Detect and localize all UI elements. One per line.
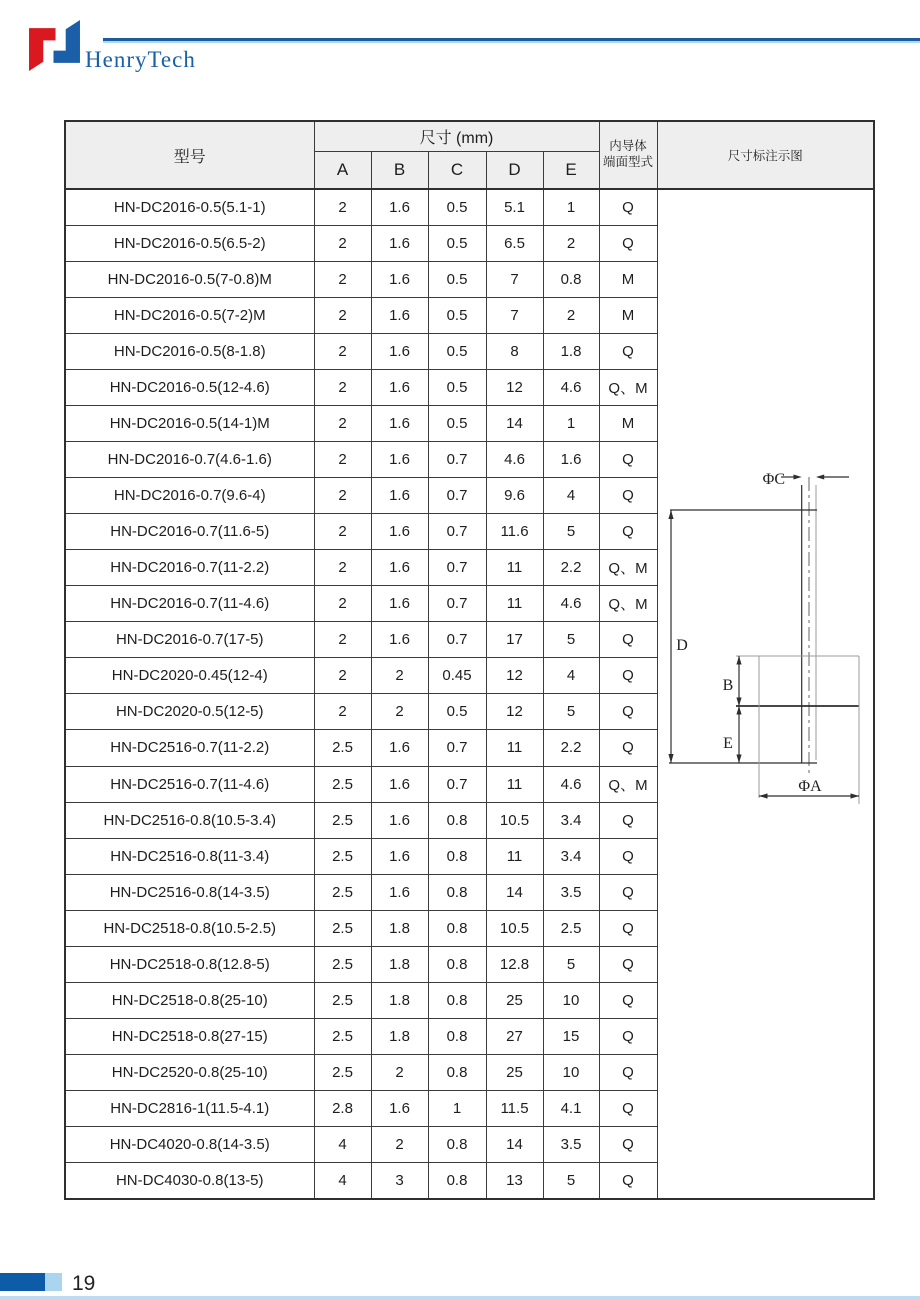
dim-a-cell: 2.5 <box>314 1018 371 1054</box>
dim-b-cell: 1.6 <box>371 586 428 622</box>
dim-e-cell: 1 <box>543 405 599 441</box>
dim-d-cell: 14 <box>486 874 543 910</box>
dim-b-cell: 1.6 <box>371 766 428 802</box>
col-header-dimensions-group: 尺寸 (mm) <box>314 121 599 152</box>
dim-c-cell: 0.5 <box>428 297 486 333</box>
dim-e-cell: 2.2 <box>543 730 599 766</box>
dim-e-cell: 5 <box>543 946 599 982</box>
model-cell: HN-DC2516-0.7(11-4.6) <box>65 766 314 802</box>
spec-table-body <box>65 189 874 1199</box>
dim-a-cell: 2 <box>314 405 371 441</box>
dim-a-cell: 2 <box>314 225 371 261</box>
dim-e-cell: 1 <box>543 189 599 225</box>
dim-a-cell: 2.5 <box>314 730 371 766</box>
dim-a-cell: 2.5 <box>314 982 371 1018</box>
dim-a-cell: 2 <box>314 658 371 694</box>
conductor-type-cell: Q、M <box>599 586 657 622</box>
dim-c-cell: 0.7 <box>428 586 486 622</box>
conductor-type-cell: Q <box>599 333 657 369</box>
dim-c-cell: 0.7 <box>428 730 486 766</box>
dim-e-cell: 3.5 <box>543 1127 599 1163</box>
dim-e-cell: 4 <box>543 658 599 694</box>
model-cell: HN-DC2518-0.8(10.5-2.5) <box>65 910 314 946</box>
dim-d-cell: 9.6 <box>486 478 543 514</box>
spec-table <box>64 120 875 1200</box>
dim-c-cell: 0.7 <box>428 478 486 514</box>
conductor-type-cell: Q <box>599 658 657 694</box>
conductor-type-cell: Q、M <box>599 369 657 405</box>
dim-a-cell: 2 <box>314 550 371 586</box>
conductor-type-cell: Q <box>599 225 657 261</box>
model-cell: HN-DC2016-0.7(11-2.2) <box>65 550 314 586</box>
conductor-type-cell: Q <box>599 1163 657 1199</box>
model-cell: HN-DC2516-0.8(11-3.4) <box>65 838 314 874</box>
model-cell: HN-DC2016-0.5(8-1.8) <box>65 333 314 369</box>
dim-c-cell: 0.7 <box>428 622 486 658</box>
model-cell: HN-DC2816-1(11.5-4.1) <box>65 1091 314 1127</box>
model-cell: HN-DC2516-0.8(10.5-3.4) <box>65 802 314 838</box>
dim-c-cell: 0.5 <box>428 333 486 369</box>
dim-e-cell: 5 <box>543 694 599 730</box>
dim-a-cell: 2 <box>314 622 371 658</box>
conductor-type-cell: Q <box>599 189 657 225</box>
dim-d-cell: 11 <box>486 550 543 586</box>
dim-c-cell: 0.5 <box>428 189 486 225</box>
dim-c-cell: 0.8 <box>428 910 486 946</box>
dim-b-cell: 1.6 <box>371 297 428 333</box>
dimension-diagram <box>658 190 873 1198</box>
dim-d-cell: 12 <box>486 658 543 694</box>
footer-accent-light <box>45 1273 62 1291</box>
dim-e-cell: 4.6 <box>543 586 599 622</box>
model-cell: HN-DC2016-0.5(6.5-2) <box>65 225 314 261</box>
dim-a-cell: 2 <box>314 333 371 369</box>
dim-a-cell: 2.5 <box>314 802 371 838</box>
dim-d-cell: 11 <box>486 838 543 874</box>
dim-d-cell: 25 <box>486 982 543 1018</box>
header-row-groups <box>65 121 874 152</box>
dim-b-cell: 2 <box>371 1127 428 1163</box>
dim-c-cell: 0.8 <box>428 838 486 874</box>
dim-c-cell: 0.5 <box>428 225 486 261</box>
col-header-e: E <box>543 152 599 190</box>
dim-b-cell: 1.8 <box>371 910 428 946</box>
model-cell: HN-DC2016-0.5(12-4.6) <box>65 369 314 405</box>
model-cell: HN-DC2518-0.8(25-10) <box>65 982 314 1018</box>
col-header-b: B <box>371 152 428 190</box>
dim-d-cell: 12 <box>486 369 543 405</box>
dim-d-cell: 14 <box>486 405 543 441</box>
dim-c-cell: 0.8 <box>428 1055 486 1091</box>
dim-e-cell: 1.6 <box>543 441 599 477</box>
dim-d-cell: 11 <box>486 586 543 622</box>
conductor-type-cell: Q <box>599 946 657 982</box>
dim-d-cell: 11.6 <box>486 514 543 550</box>
e-label: E <box>722 735 733 752</box>
dim-c-cell: 0.7 <box>428 441 486 477</box>
dim-d-cell: 25 <box>486 1055 543 1091</box>
dim-e-cell: 5 <box>543 622 599 658</box>
model-cell: HN-DC2016-0.7(17-5) <box>65 622 314 658</box>
dim-b-cell: 1.6 <box>371 838 428 874</box>
dim-c-cell: 0.5 <box>428 369 486 405</box>
model-cell: HN-DC2016-0.5(7-2)M <box>65 297 314 333</box>
dim-c-cell: 0.7 <box>428 766 486 802</box>
dim-c-cell: 0.8 <box>428 946 486 982</box>
conductor-type-cell: Q <box>599 1018 657 1054</box>
dim-e-cell: 2 <box>543 297 599 333</box>
conductor-type-cell: Q <box>599 478 657 514</box>
dim-a-cell: 2.5 <box>314 874 371 910</box>
dim-a-cell: 2 <box>314 694 371 730</box>
phi-c-label: ΦC <box>762 471 785 488</box>
dim-d-cell: 11 <box>486 766 543 802</box>
model-cell: HN-DC2016-0.7(4.6-1.6) <box>65 441 314 477</box>
conductor-type-cell: Q <box>599 910 657 946</box>
conductor-type-cell: Q <box>599 514 657 550</box>
dim-a-cell: 2.5 <box>314 1055 371 1091</box>
dim-b-cell: 1.6 <box>371 261 428 297</box>
dim-d-cell: 12.8 <box>486 946 543 982</box>
dim-c-cell: 0.7 <box>428 550 486 586</box>
dim-b-cell: 1.6 <box>371 405 428 441</box>
dim-d-cell: 8 <box>486 333 543 369</box>
dim-c-cell: 0.8 <box>428 1018 486 1054</box>
dim-a-cell: 2 <box>314 586 371 622</box>
model-cell: HN-DC2016-0.5(7-0.8)M <box>65 261 314 297</box>
dim-a-cell: 2 <box>314 441 371 477</box>
dim-c-cell: 0.7 <box>428 514 486 550</box>
col-header-c: C <box>428 152 486 190</box>
dim-e-cell: 4 <box>543 478 599 514</box>
dim-c-cell: 0.8 <box>428 1127 486 1163</box>
dim-e-cell: 3.5 <box>543 874 599 910</box>
dim-b-cell: 1.6 <box>371 1091 428 1127</box>
dim-d-cell: 4.6 <box>486 441 543 477</box>
conductor-type-cell: Q、M <box>599 766 657 802</box>
dim-b-cell: 1.8 <box>371 982 428 1018</box>
conductor-type-cell: Q <box>599 1055 657 1091</box>
dim-e-cell: 0.8 <box>543 261 599 297</box>
dim-d-cell: 10.5 <box>486 910 543 946</box>
dim-b-cell: 1.6 <box>371 550 428 586</box>
dim-e-cell: 2.2 <box>543 550 599 586</box>
model-cell: HN-DC2518-0.8(12.8-5) <box>65 946 314 982</box>
dim-c-cell: 0.5 <box>428 405 486 441</box>
dim-d-cell: 5.1 <box>486 189 543 225</box>
dim-c-cell: 0.8 <box>428 802 486 838</box>
spec-table-header <box>65 121 874 189</box>
dim-b-cell: 1.6 <box>371 225 428 261</box>
conductor-type-cell: Q、M <box>599 550 657 586</box>
dim-e-cell: 4.1 <box>543 1091 599 1127</box>
dim-e-cell: 2.5 <box>543 910 599 946</box>
dim-d-cell: 17 <box>486 622 543 658</box>
table-row <box>65 189 874 225</box>
dim-a-cell: 4 <box>314 1127 371 1163</box>
conductor-type-cell: Q <box>599 1091 657 1127</box>
dim-a-cell: 2 <box>314 297 371 333</box>
brand-name: HenryTech <box>85 47 196 72</box>
conductor-type-cell: Q <box>599 730 657 766</box>
dim-c-cell: 0.5 <box>428 694 486 730</box>
model-cell: HN-DC2016-0.5(14-1)M <box>65 405 314 441</box>
dim-d-cell: 13 <box>486 1163 543 1199</box>
dim-e-cell: 3.4 <box>543 838 599 874</box>
conductor-header-line2: 端面型式 <box>602 155 653 169</box>
dim-a-cell: 2.5 <box>314 838 371 874</box>
dim-e-cell: 2 <box>543 225 599 261</box>
model-cell: HN-DC2016-0.5(5.1-1) <box>65 189 314 225</box>
dim-d-cell: 11 <box>486 730 543 766</box>
col-header-d: D <box>486 152 543 190</box>
dim-c-cell: 0.45 <box>428 658 486 694</box>
bottom-edge-strip <box>0 1296 920 1300</box>
dim-b-cell: 2 <box>371 694 428 730</box>
henrytech-logo-icon <box>28 19 81 72</box>
dim-b-cell: 1.6 <box>371 802 428 838</box>
col-header-a: A <box>314 152 371 190</box>
dim-b-cell: 1.6 <box>371 441 428 477</box>
conductor-type-cell: M <box>599 261 657 297</box>
conductor-type-cell: M <box>599 405 657 441</box>
model-cell: HN-DC4020-0.8(14-3.5) <box>65 1127 314 1163</box>
dim-a-cell: 2 <box>314 189 371 225</box>
dim-e-cell: 10 <box>543 982 599 1018</box>
conductor-type-cell: Q <box>599 838 657 874</box>
conductor-type-cell: Q <box>599 622 657 658</box>
model-cell: HN-DC2016-0.7(11.6-5) <box>65 514 314 550</box>
dim-a-cell: 2 <box>314 478 371 514</box>
dim-b-cell: 3 <box>371 1163 428 1199</box>
dim-b-cell: 2 <box>371 1055 428 1091</box>
model-cell: HN-DC2516-0.8(14-3.5) <box>65 874 314 910</box>
dim-b-cell: 1.6 <box>371 622 428 658</box>
dim-a-cell: 2.5 <box>314 910 371 946</box>
model-cell: HN-DC2016-0.7(11-4.6) <box>65 586 314 622</box>
conductor-type-cell: M <box>599 297 657 333</box>
dim-a-cell: 2 <box>314 261 371 297</box>
dim-b-cell: 1.6 <box>371 333 428 369</box>
model-cell: HN-DC2020-0.45(12-4) <box>65 658 314 694</box>
col-header-conductor-type <box>599 121 657 189</box>
dim-d-cell: 10.5 <box>486 802 543 838</box>
conductor-type-cell: Q <box>599 874 657 910</box>
model-cell: HN-DC2516-0.7(11-2.2) <box>65 730 314 766</box>
model-cell: HN-DC4030-0.8(13-5) <box>65 1163 314 1199</box>
dim-b-cell: 1.6 <box>371 514 428 550</box>
dim-a-cell: 2 <box>314 369 371 405</box>
page-number: 19 <box>72 1272 96 1295</box>
dim-e-cell: 3.4 <box>543 802 599 838</box>
dim-b-cell: 1.8 <box>371 946 428 982</box>
dim-d-cell: 11.5 <box>486 1091 543 1127</box>
dim-b-cell: 1.8 <box>371 1018 428 1054</box>
model-cell: HN-DC2518-0.8(27-15) <box>65 1018 314 1054</box>
diagram-cell <box>657 189 874 1199</box>
header-rule-light <box>103 41 920 43</box>
col-header-model: 型号 <box>65 121 314 189</box>
dim-c-cell: 0.8 <box>428 874 486 910</box>
dim-e-cell: 4.6 <box>543 766 599 802</box>
dim-a-cell: 2 <box>314 514 371 550</box>
conductor-type-cell: Q <box>599 982 657 1018</box>
conductor-type-cell: Q <box>599 694 657 730</box>
b-label: B <box>722 677 733 694</box>
dim-c-cell: 0.8 <box>428 982 486 1018</box>
dim-a-cell: 2.5 <box>314 766 371 802</box>
dim-d-cell: 27 <box>486 1018 543 1054</box>
dim-a-cell: 4 <box>314 1163 371 1199</box>
conductor-type-cell: Q <box>599 1127 657 1163</box>
dim-b-cell: 1.6 <box>371 874 428 910</box>
dim-e-cell: 15 <box>543 1018 599 1054</box>
dim-b-cell: 1.6 <box>371 369 428 405</box>
dim-b-cell: 1.6 <box>371 189 428 225</box>
footer-accent-dark <box>0 1273 45 1291</box>
dim-d-cell: 14 <box>486 1127 543 1163</box>
dim-d-cell: 7 <box>486 297 543 333</box>
model-cell: HN-DC2020-0.5(12-5) <box>65 694 314 730</box>
dim-b-cell: 1.6 <box>371 478 428 514</box>
dim-d-cell: 7 <box>486 261 543 297</box>
dim-a-cell: 2.8 <box>314 1091 371 1127</box>
dim-e-cell: 5 <box>543 514 599 550</box>
dim-e-cell: 1.8 <box>543 333 599 369</box>
model-cell: HN-DC2520-0.8(25-10) <box>65 1055 314 1091</box>
phi-a-label: ΦA <box>797 778 822 795</box>
conductor-type-cell: Q <box>599 802 657 838</box>
conductor-header-line1: 内导体 <box>609 139 647 154</box>
dim-d-cell: 12 <box>486 694 543 730</box>
col-header-diagram: 尺寸标注示图 <box>657 121 874 189</box>
conductor-type-cell: Q <box>599 441 657 477</box>
model-cell: HN-DC2016-0.7(9.6-4) <box>65 478 314 514</box>
dim-b-cell: 2 <box>371 658 428 694</box>
dim-e-cell: 4.6 <box>543 369 599 405</box>
dim-b-cell: 1.6 <box>371 730 428 766</box>
dim-c-cell: 0.8 <box>428 1163 486 1199</box>
dim-c-cell: 1 <box>428 1091 486 1127</box>
dim-e-cell: 5 <box>543 1163 599 1199</box>
dim-e-cell: 10 <box>543 1055 599 1091</box>
dim-d-cell: 6.5 <box>486 225 543 261</box>
dim-c-cell: 0.5 <box>428 261 486 297</box>
dim-a-cell: 2.5 <box>314 946 371 982</box>
d-label: D <box>675 637 688 654</box>
